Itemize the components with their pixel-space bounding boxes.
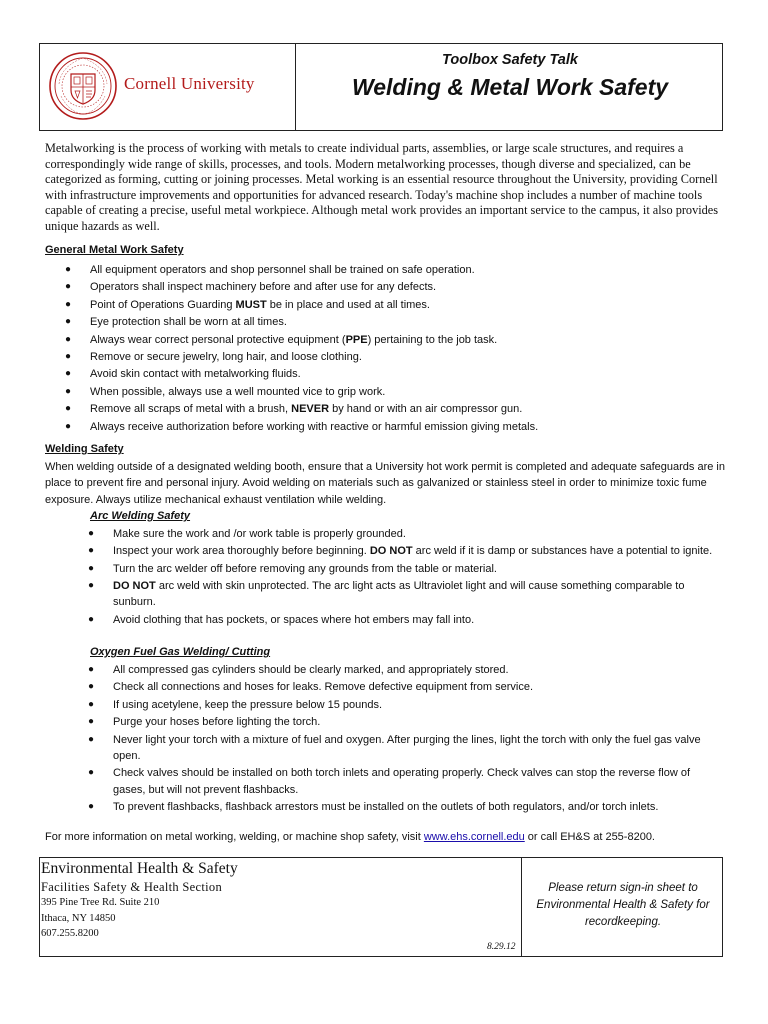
list-item: ● All equipment operators and shop personnel shall be trained on safe operation. — [65, 264, 475, 276]
list-item: ● To prevent flashbacks, flashback arrestors must be installed on the outlets of both regulators, and/or torch inlets. — [88, 800, 659, 813]
list-item: ● Check valves should be installed on both torch inlets and operating properly. Check valves can stop the reverse flow of gases, but will not prevent flashbacks. — [88, 767, 691, 796]
oxygen-fuel-list — [88, 662, 725, 816]
more-info-line: For more information on metal working, welding, or machine shop safety, visit www.ehs.cornell.edu or call EH&S at 255-8200. — [45, 831, 655, 843]
header-box — [39, 43, 723, 131]
list-item: ● Never light your torch with a mixture of fuel and oxygen. After purging the lines, light the torch with only the fuel gas valve open. — [88, 733, 701, 762]
list-item: ● Point of Operations Guarding MUST be in place and used at all times. — [65, 298, 430, 311]
cornell-seal-icon — [49, 50, 117, 122]
arc-welding-list — [88, 526, 725, 629]
list-item: ● Remove or secure jewelry, long hair, and loose clothing. — [65, 350, 362, 363]
list-item: ● Check all connections and hoses for leaks. Remove defective equipment from service. — [88, 681, 534, 694]
arc-welding-heading: Arc Welding Safety — [90, 510, 191, 522]
revision-date: 8.29.12 — [487, 942, 516, 952]
list-item: ● If using acetylene, keep the pressure below 15 pounds. — [88, 698, 383, 711]
list-item: ● Turn the arc welder off before removing any grounds from the table or material. — [88, 562, 497, 575]
ehs-website-link[interactable]: www.ehs.cornell.edu — [423, 831, 525, 843]
list-item: ● When possible, always use a well mounted vice to grip work. — [65, 385, 386, 398]
welding-safety-heading: Welding Safety — [45, 443, 124, 455]
list-item: ● Purge your hoses before lighting the torch. — [88, 716, 321, 729]
list-item: ● DO NOT arc weld with skin unprotected. The arc light acts as Ultraviolet light and will cause something comparable to sunburn. — [88, 580, 685, 609]
list-item: ● Always receive authorization before working with reactive or harmful emission giving metals. — [65, 420, 539, 433]
footer-divider — [521, 858, 522, 956]
list-item: ● Avoid clothing that has pockets, or spaces where hot embers may fall into. — [88, 613, 475, 626]
list-item: ● Inspect your work area thoroughly before beginning. DO NOT arc weld if it is damp or substances have a potential to ignite. — [88, 545, 713, 558]
intro-paragraph: Metalworking is the process of working with metals to create individual parts, assemblies, or large scale structures, and requires a correspondingly wide range of skills, processes, and tools. Modern metalworking processes, though diverse and specialized, can be categorized as forming, cutting or joining processes. Metal working is an essential resource throughout the University, providing Cornell with infrastructure improvements and opportunities for advanced research. Today's machine shop includes a number of machine tools capable of creating a precise, useful metal workpiece. Although metal work provides an important service to the campus, it also provides unique hazards as well. — [45, 141, 719, 233]
footer-box — [39, 857, 723, 957]
list-item: ● Operators shall inspect machinery before and after use for any defects. — [65, 281, 437, 294]
university-name: Cornell University — [124, 74, 255, 93]
list-item: ● Avoid skin contact with metalworking fluids. — [65, 368, 301, 381]
list-item: ● All compressed gas cylinders should be clearly marked, and appropriately stored. — [88, 664, 509, 676]
talk-kicker: Toolbox Safety Talk — [442, 52, 578, 68]
address-line-2: Ithaca, NY 14850 — [41, 913, 116, 924]
welding-paragraph: When welding outside of a designated welding booth, ensure that a University hot work permit is completed and adequate safeguards are in place to prevent fire and personal injury. Avoid welding on materials such as galvanized or stainless steel in order to minimize toxic fume exposure. Always utilize mechanical exhaust ventilation while welding. — [45, 461, 725, 506]
general-safety-list — [65, 262, 710, 436]
page-title: Welding & Metal Work Safety — [351, 74, 669, 100]
list-item: ● Remove all scraps of metal with a brush, NEVER by hand or with an air compressor gun. — [65, 403, 523, 416]
list-item: ● Always wear correct personal protective equipment (PPE) pertaining to the job task. — [65, 333, 498, 346]
address-line-1: 395 Pine Tree Rd. Suite 210 — [41, 897, 160, 908]
section-name: Facilities Safety & Health Section — [41, 880, 222, 894]
phone-number: 607.255.8200 — [41, 928, 99, 939]
department-name: Environmental Health & Safety — [41, 860, 238, 877]
list-item: ● Make sure the work and /or work table is properly grounded. — [88, 528, 406, 540]
return-note: Please return sign-in sheet to Environmental Health & Safety for recordkeeping. — [536, 882, 710, 928]
general-safety-heading: General Metal Work Safety — [45, 244, 184, 256]
oxygen-fuel-heading: Oxygen Fuel Gas Welding/ Cutting — [90, 646, 271, 658]
list-item: ● Eye protection shall be worn at all times. — [65, 316, 287, 329]
